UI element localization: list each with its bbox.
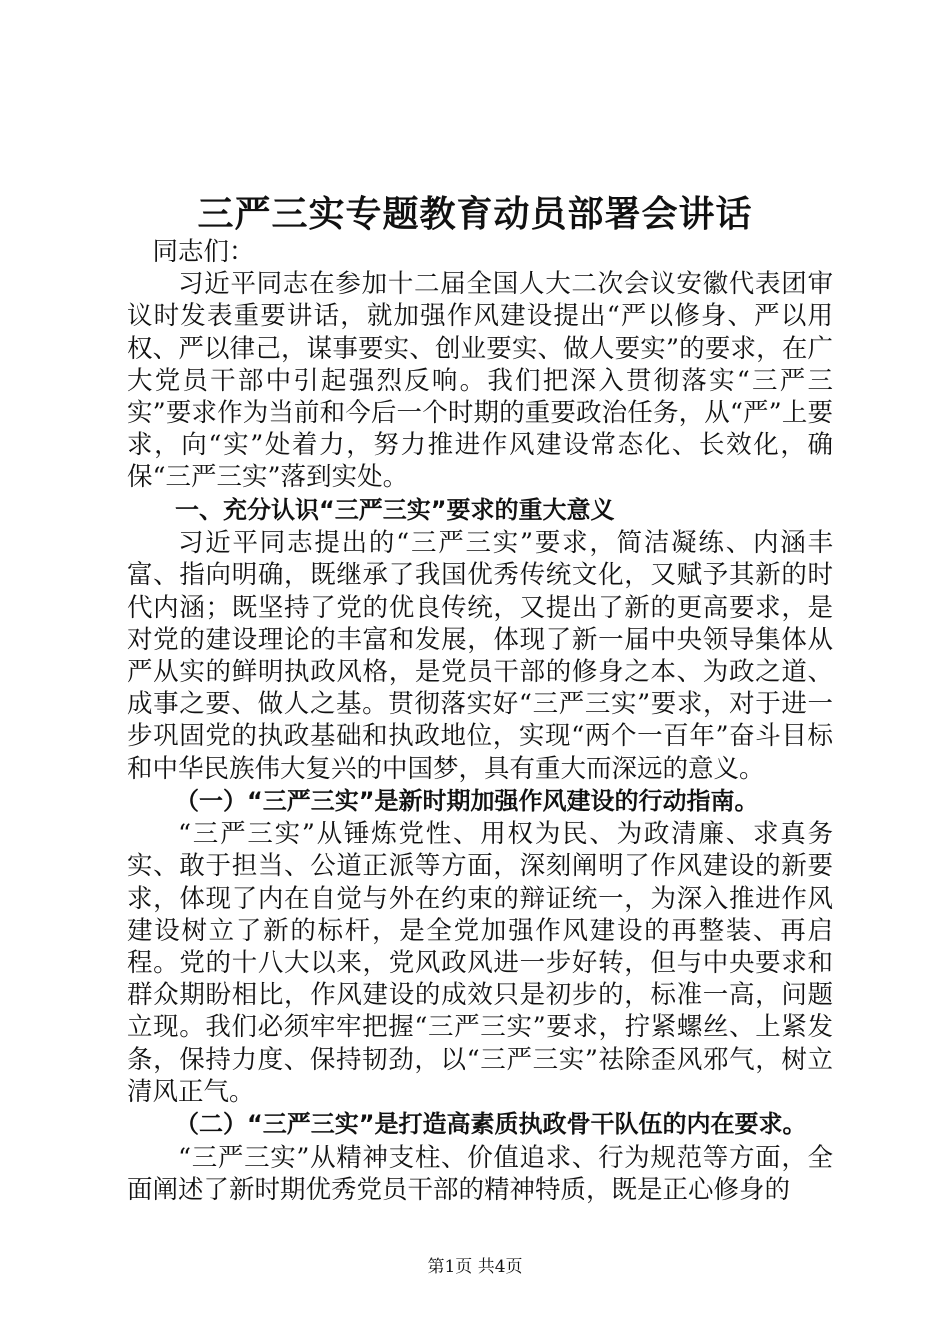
document-body [127, 236, 833, 1206]
paragraph-action-guide: “三严三实”从锤炼党性、用权为民、为政清廉、求真务实、敢于担当、公道正派等方面，深刻阐明了作风建设的新要求，体现了内在自觉与外在约束的辩证统一，为深入推进作风建设树立了新的标杆，是全党加强作风建设的再整装、再启程。党的十八大以来，党风政风进一步好转，但与中央要求和群众期盼相比，作风建设的成效只是初步的，标准一高，问题立现。我们必须牢牢把握“三严三实”要求，拧紧螺丝、上紧发条，保持力度、保持韧劲，以“三严三实”祛除歪风邪气，树立清风正气。 [127, 819, 833, 1107]
page-footer: 第1页 共4页 [427, 1257, 523, 1277]
paragraph-intro: 习近平同志在参加十二届全国人大二次会议安徽代表团审议时发表重要讲话，就加强作风建设提出“严以修身、严以用权、严以律己，谋事要实、创业要实、做人要实”的要求，在广大党员干部中引起强烈反响。我们把深入贯彻落实“三严三实”要求作为当前和今后一个时期的重要政治任务，从“严”上要求，向“实”处着力，努力推进作风建设常态化、长效化，确保“三严三实”落到实处。 [127, 269, 833, 493]
paragraph-requirements: “三严三实”从精神支柱、价值追求、行为规范等方面，全面阐述了新时期优秀党员干部的精神特质，既是正心修身的 [127, 1142, 833, 1205]
section-heading-1: 一、充分认识“三严三实”要求的重大意义 [175, 495, 615, 524]
subsection-heading-1: （一）“三严三实”是新时期加强作风建设的行动指南。 [175, 786, 759, 815]
subsection-heading-2: （二）“三严三实”是打造高素质执政骨干队伍的内在要求。 [175, 1110, 807, 1139]
salutation: 同志们： [152, 237, 255, 267]
paragraph-significance: 习近平同志提出的“三严三实”要求，简洁凝练、内涵丰富、指向明确，既继承了我国优秀传统文化，又赋予其新的时代内涵；既坚持了党的优良传统，又提出了新的更高要求，是对党的建设理论的丰富和发展，体现了新一届中央领导集体从严从实的鲜明执政风格，是党员干部的修身之本、为政之道、成事之要、做人之基。贯彻落实好“三严三实”要求，对于进一步巩固党的执政基础和执政地位，实现“两个一百年”奋斗目标和中华民族伟大复兴的中国梦，具有重大而深远的意义。 [127, 528, 833, 784]
page-title: 三严三实专题教育动员部署会讲话 [197, 193, 753, 235]
